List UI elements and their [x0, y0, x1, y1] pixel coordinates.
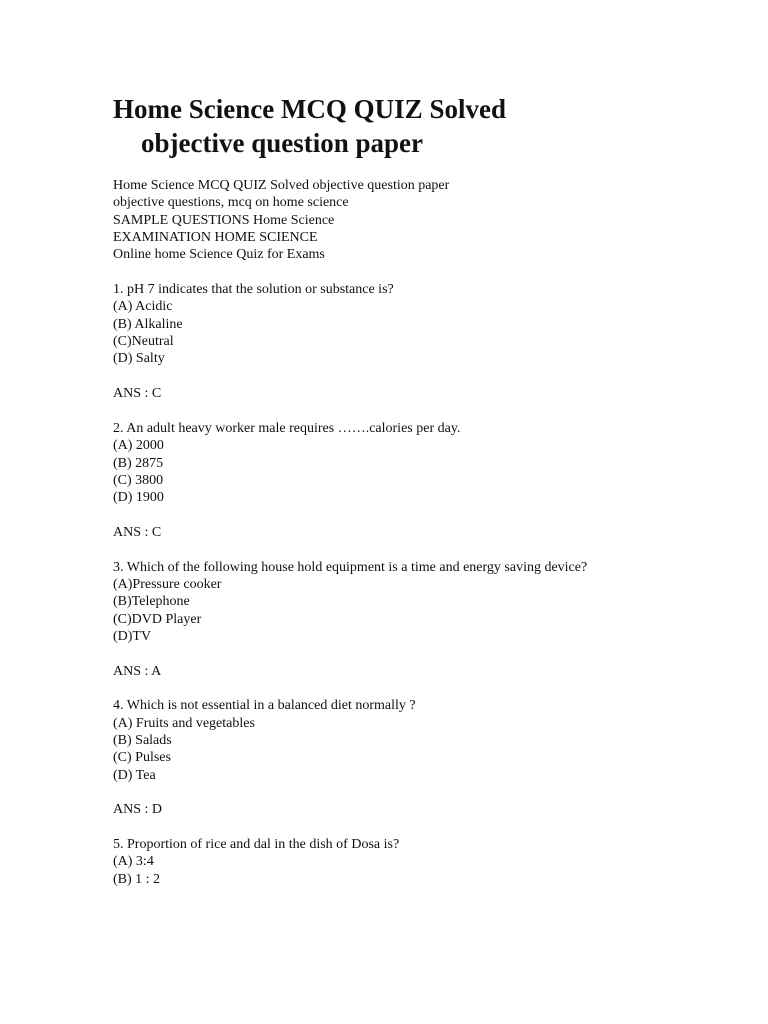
option-text: (B)Telephone — [113, 594, 190, 610]
option-text: (A) Acidic — [113, 299, 173, 315]
title-line-1: Home Science MCQ QUIZ Solved — [113, 94, 506, 124]
intro-line: objective questions, mcq on home science — [113, 195, 349, 211]
intro-line: Home Science MCQ QUIZ Solved objective question paper — [113, 178, 450, 193]
option-text: (A) 3:4 — [113, 854, 154, 870]
option-text: (B) 2875 — [113, 455, 164, 471]
answer-text: ANS : D — [113, 802, 163, 818]
option-text: (C) Pulses — [113, 750, 171, 766]
option-text: (B) Salads — [113, 733, 172, 748]
option-text: (D)TV — [113, 628, 152, 644]
question-text: 4. Which is not essential in a balanced diet normally ? — [113, 698, 416, 714]
document-body — [113, 177, 733, 888]
option-text: (B) Alkaline — [113, 316, 183, 332]
option-text: (B) 1 : 2 — [113, 871, 161, 887]
option-text: (A) 2000 — [113, 438, 164, 454]
intro-line: EXAMINATION HOME SCIENCE — [113, 230, 318, 246]
option-text: (D) 1900 — [113, 490, 164, 506]
question-text: 1. pH 7 indicates that the solution or substance is? — [113, 282, 394, 298]
question-text: 2. An adult heavy worker male requires …….calories per day. — [113, 420, 461, 436]
option-text: (C)Neutral — [113, 334, 174, 350]
question-text: 3. Which of the following house hold equipment is a time and energy saving device? — [113, 559, 588, 575]
page-title — [113, 92, 733, 160]
option-text: (C) 3800 — [113, 472, 164, 488]
option-text: (D) Salty — [113, 351, 165, 367]
answer-text: ANS : A — [113, 663, 162, 679]
answer-text: ANS : C — [113, 386, 162, 402]
title-line-2: objective question paper — [141, 128, 423, 158]
option-text: (C)DVD Player — [113, 611, 202, 627]
answer-text: ANS : C — [113, 524, 162, 540]
option-text: (A)Pressure cooker — [113, 576, 222, 592]
intro-line: SAMPLE QUESTIONS Home Science — [113, 212, 335, 228]
option-text: (D) Tea — [113, 767, 156, 783]
question-text: 5. Proportion of rice and dal in the dish of Dosa is? — [113, 837, 400, 853]
intro-line: Online home Science Quiz for Exams — [113, 247, 325, 263]
option-text: (A) Fruits and vegetables — [113, 715, 255, 731]
